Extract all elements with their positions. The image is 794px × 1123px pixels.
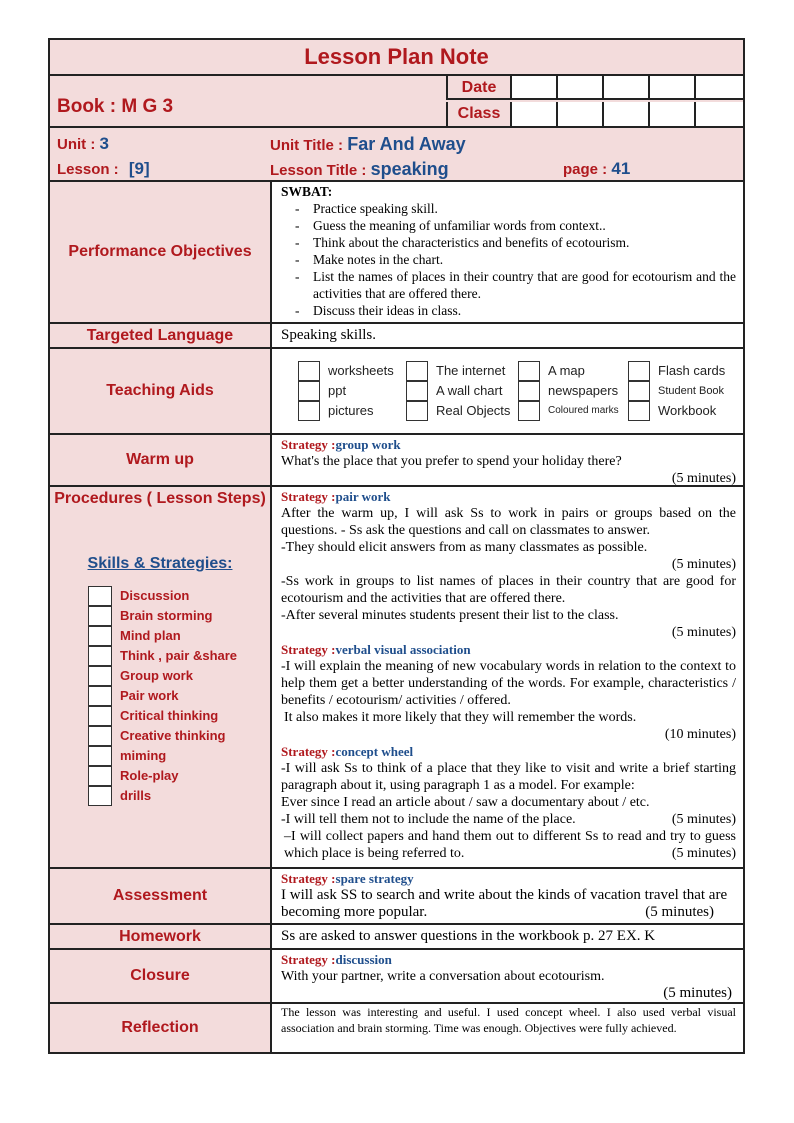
assessment-text: I will ask SS to search and write about the kinds of vacation travel that are becoming more popular. (281, 887, 728, 920)
lesson-value: [9] (128, 159, 150, 178)
procedure-text: -After several minutes students present their list to the class. (281, 608, 619, 623)
date-cell-2[interactable] (556, 76, 602, 100)
checkbox[interactable] (88, 666, 112, 686)
objectives-row (50, 182, 743, 324)
checkbox[interactable] (88, 706, 112, 726)
unit-value: 3 (99, 134, 109, 153)
class-cell-4[interactable] (648, 102, 694, 126)
page-title: Lesson Plan Note (304, 44, 489, 69)
list-item: - Make notes in the chart. (293, 251, 736, 268)
lesson-title-value: speaking (370, 159, 449, 179)
warm-up-text: What's the place that you prefer to spend your holiday there? (281, 454, 622, 469)
checkbox[interactable] (406, 381, 428, 401)
lesson-title-label: Lesson Title : (270, 162, 367, 179)
warm-up-content (274, 435, 743, 485)
procedure-text: -I will tell them not to include the name of the place. (281, 812, 576, 827)
checkbox[interactable] (88, 626, 112, 646)
closure-content (274, 950, 743, 1002)
date-label: Date (446, 76, 510, 100)
closure-time: (5 minutes) (663, 985, 732, 1001)
list-item: - Guess the meaning of unfamiliar words from context.. (293, 217, 736, 234)
teaching-aids-label: Teaching Aids (50, 349, 272, 433)
objectives-content (274, 182, 743, 322)
assessment-strategy: Strategy :spare strategy (281, 871, 414, 886)
unit-info-row (50, 128, 743, 182)
checkbox[interactable] (406, 361, 428, 381)
book-label-group (57, 96, 173, 118)
targeted-language-label: Targeted Language (50, 324, 272, 347)
unit-title-label: Unit Title : (270, 137, 344, 154)
checkbox[interactable] (628, 361, 650, 381)
checkbox[interactable] (518, 361, 540, 381)
teaching-aids-content: worksheets ppt pictures The internet A wall chart Real Objects A map newspapers Coloured marks Flash cards Student Book Workbook (274, 349, 743, 433)
page-value: 41 (611, 159, 631, 178)
date-cell-3[interactable] (602, 76, 648, 100)
skills-heading: Skills & Strategies: (87, 555, 233, 572)
class-cell-1[interactable] (510, 102, 556, 126)
lesson-plan-sheet (48, 38, 745, 1054)
homework-row (50, 925, 743, 950)
procedure-strategy-3: Strategy :concept wheel (281, 744, 414, 759)
checkbox[interactable] (88, 746, 112, 766)
reflection-row (50, 1004, 743, 1052)
lesson-group (57, 159, 150, 179)
assessment-label: Assessment (50, 869, 272, 923)
reflection-text: The lesson was interesting and useful. I used concept wheel. I also used verbal visual association and brain storming. Time was enough. Objectives were fully achieved. (274, 1004, 743, 1052)
checkbox[interactable] (88, 726, 112, 746)
book-row (50, 76, 743, 128)
procedure-text: Ever since I read an article about / saw a documentary about / etc. (281, 795, 650, 810)
checkbox[interactable] (298, 401, 320, 421)
unit-label: Unit : (57, 136, 96, 153)
targeted-language-value: Speaking skills. (274, 324, 743, 347)
warm-up-row (50, 435, 743, 487)
homework-label: Homework (50, 925, 272, 948)
procedure-time: (5 minutes) (671, 812, 736, 827)
unit-group (57, 134, 109, 154)
homework-text: Ss are asked to answer questions in the workbook p. 27 EX. K (274, 925, 743, 948)
objectives-label: Performance Objectives (50, 182, 272, 322)
unit-title-group (270, 134, 466, 155)
procedure-text: After the warm up, I will ask Ss to work in pairs or groups based on the questions. - Ss ask the questions and call on classmates to answer. (281, 506, 736, 538)
checkbox[interactable] (88, 786, 112, 806)
checkbox[interactable] (298, 361, 320, 381)
unit-title-value: Far And Away (347, 134, 466, 154)
assessment-content (274, 869, 743, 923)
closure-label: Closure (50, 950, 272, 1002)
checkbox[interactable] (406, 401, 428, 421)
checkbox[interactable] (88, 766, 112, 786)
checkbox[interactable] (88, 646, 112, 666)
book-label: Book : (57, 96, 117, 117)
class-cell-2[interactable] (556, 102, 602, 126)
closure-row (50, 950, 743, 1004)
date-class-grid (446, 76, 743, 126)
procedures-row (50, 487, 743, 869)
checkbox[interactable] (518, 381, 540, 401)
list-item: - List the names of places in their country that are good for ecotourism and the activities that are offered there. (293, 268, 736, 302)
checkbox[interactable] (88, 606, 112, 626)
warm-up-label: Warm up (50, 435, 272, 485)
targeted-language-row (50, 324, 743, 349)
procedures-left: Procedures ( Lesson Steps) Skills & Strategies: Discussion Brain storming Mind plan Think , pair &share Group work Pair work Critical thinking Creative thinking miming Role-play drills (50, 487, 272, 867)
list-item: - Practice speaking skill. (293, 200, 736, 217)
procedure-text: It also makes it more likely that they will remember the words. (284, 710, 637, 725)
assessment-row (50, 869, 743, 925)
procedures-label: Procedures ( Lesson Steps) (54, 490, 266, 507)
procedure-strategy-2: Strategy :verbal visual association (281, 642, 471, 657)
procedure-text: -I will ask Ss to think of a place that they like to visit and write a brief starting paragraph about it, using paragraph 1 as a model. For example: (281, 761, 736, 793)
checkbox[interactable] (628, 401, 650, 421)
checkbox[interactable] (88, 586, 112, 606)
objectives-list (293, 200, 736, 319)
class-cell-5[interactable] (694, 102, 743, 126)
swbat-heading: SWBAT: (281, 184, 333, 199)
closure-strategy: Strategy :discussion (281, 952, 392, 967)
date-cell-4[interactable] (648, 76, 694, 100)
book-value: M G 3 (121, 96, 174, 117)
procedure-strategy-1: Strategy :pair work (281, 489, 391, 504)
procedure-text: -I will explain the meaning of new vocabulary words in relation to the context to help them get a better understanding of the words. For example, characteristics / benefits / ecotourism/ activities / offered. (281, 659, 736, 708)
checkbox[interactable] (88, 686, 112, 706)
procedures-content (274, 487, 743, 867)
warm-up-time: (5 minutes) (671, 471, 736, 486)
date-cell-1[interactable] (510, 76, 556, 100)
list-item: - Think about the characteristics and benefits of ecotourism. (293, 234, 736, 251)
warm-up-strategy: Strategy :group work (281, 437, 401, 452)
lesson-label: Lesson : (57, 161, 119, 178)
list-item: - Discuss their ideas in class. (293, 302, 736, 319)
procedure-line (281, 828, 736, 862)
lesson-title-group (270, 159, 449, 180)
procedure-text: -They should elicit answers from as many classmates as possible. (281, 540, 648, 555)
procedure-text: -Ss work in groups to list names of places in their country that are good for ecotourism and the activities that are offered there. (281, 574, 736, 606)
procedure-time: (10 minutes) (664, 727, 736, 742)
class-label: Class (446, 102, 510, 126)
checkbox[interactable] (518, 401, 540, 421)
date-cell-5[interactable] (694, 76, 743, 100)
checkbox[interactable] (628, 381, 650, 401)
title-row (50, 40, 743, 76)
assessment-time: (5 minutes) (639, 904, 714, 921)
procedure-text: –I will collect papers and hand them out to different Ss to read and try to guess which place is being referred to. (284, 829, 736, 861)
reflection-label: Reflection (50, 1004, 272, 1052)
procedure-time: (5 minutes) (671, 625, 736, 640)
page-label: page : (563, 161, 608, 178)
procedure-time: (5 minutes) (666, 845, 736, 862)
procedure-time: (5 minutes) (671, 557, 736, 572)
page-group (563, 159, 630, 179)
procedure-line (281, 811, 736, 828)
class-cell-3[interactable] (602, 102, 648, 126)
teaching-aids-row (50, 349, 743, 435)
assessment-body (281, 887, 736, 921)
closure-text: With your partner, write a conversation about ecotourism. (281, 969, 605, 984)
checkbox[interactable] (298, 381, 320, 401)
